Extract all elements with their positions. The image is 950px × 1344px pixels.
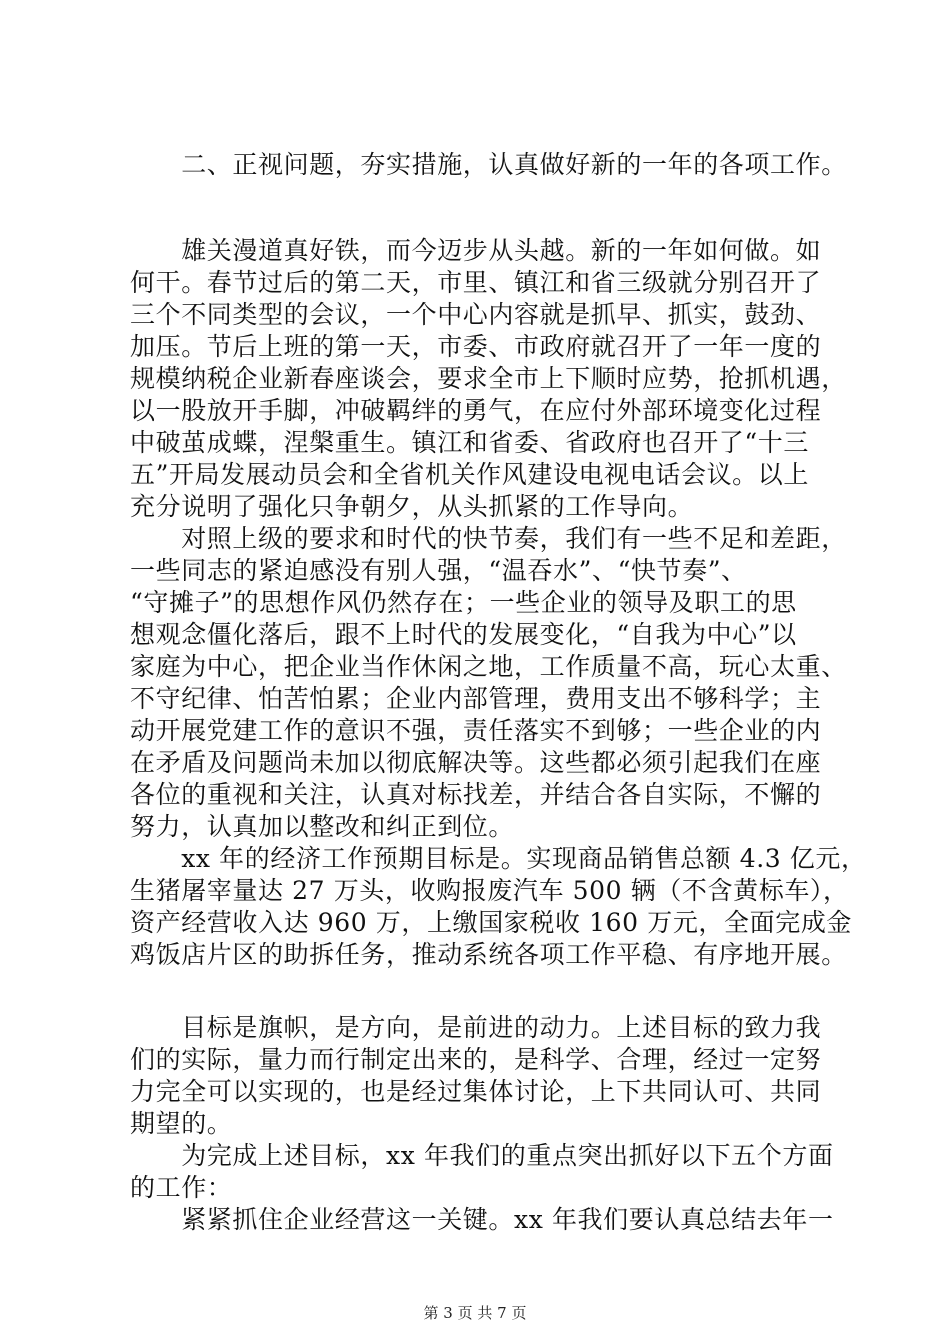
text-line: 目标是旗帜，是方向，是前进的动力。上述目标的致力我 (130, 1013, 822, 1042)
text-line: 充分说明了强化只争朝夕，从头抓紧的工作导向。 (130, 492, 694, 521)
text-line: 为完成上述目标，xx 年我们的重点突出抓好以下五个方面 (130, 1141, 834, 1170)
page-number-footer: 第 3 页 共 7 页 (423, 1304, 527, 1322)
text-line: 不守纪律、怕苦怕累；企业内部管理，费用支出不够科学；主 (130, 684, 822, 713)
text-line: 力完全可以实现的，也是经过集体讨论，上下共同认可、共同 (130, 1077, 822, 1106)
text-line: 五”开局发展动员会和全省机关作风建设电视电话会议。以上 (130, 460, 809, 489)
text-line: 想观念僵化落后，跟不上时代的发展变化，“自我为中心”以 (130, 620, 797, 649)
text-line: 资产经营收入达 960 万，上缴国家税收 160 万元，全面完成金 (130, 908, 853, 937)
text-line: 们的实际，量力而行制定出来的，是科学、合理，经过一定努 (130, 1045, 822, 1074)
text-line: 中破茧成蝶，涅槃重生。镇江和省委、省政府也召开了“十三 (130, 428, 809, 457)
text-line: 在矛盾及问题尚未加以彻底解决等。这些都必须引起我们在座 (130, 748, 822, 777)
text-line: 的工作： (130, 1173, 233, 1202)
text-line: 努力，认真加以整改和纠正到位。 (130, 812, 515, 841)
text-line: xx 年的经济工作预期目标是。实现商品销售总额 4.3 亿元， (130, 844, 867, 873)
text-line: 紧紧抓住企业经营这一关键。xx 年我们要认真总结去年一 (130, 1205, 834, 1234)
text-line: “守摊子”的思想作风仍然存在；一些企业的领导及职工的思 (130, 588, 797, 617)
text-line: 三个不同类型的会议，一个中心内容就是抓早、抓实，鼓劲、 (130, 300, 822, 329)
text-line: 鸡饭店片区的助拆任务，推动系统各项工作平稳、有序地开展。 (130, 940, 847, 969)
text-line: 何干。春节过后的第二天，市里、镇江和省三级就分别召开了 (130, 268, 822, 297)
text-line: 加压。节后上班的第一天，市委、市政府就召开了一年一度的 (130, 332, 822, 361)
text-line: 动开展党建工作的意识不强，责任落实不到够；一些企业的内 (130, 716, 822, 745)
text-line: 家庭为中心，把企业当作休闲之地，工作质量不高，玩心太重、 (130, 652, 847, 681)
text-line: 雄关漫道真好铁，而今迈步从头越。新的一年如何做。如 (130, 236, 822, 265)
text-line: 二、正视问题，夯实措施，认真做好新的一年的各项工作。 (130, 150, 847, 179)
text-line: 一些同志的紧迫感没有别人强，“温吞水”、“快节奏”、 (130, 556, 747, 585)
text-line: 规模纳税企业新春座谈会，要求全市上下顺时应势，抢抓机遇， (130, 364, 847, 393)
text-line: 对照上级的要求和时代的快节奏，我们有一些不足和差距， (130, 524, 847, 553)
text-line: 各位的重视和关注，认真对标找差，并结合各自实际，不懈的 (130, 780, 822, 809)
text-line: 以一股放开手脚，冲破羁绊的勇气，在应付外部环境变化过程 (130, 396, 822, 425)
text-line: 期望的。 (130, 1109, 233, 1138)
text-line: 生猪屠宰量达 27 万头，收购报废汽车 500 辆（不含黄标车）， (130, 876, 849, 905)
